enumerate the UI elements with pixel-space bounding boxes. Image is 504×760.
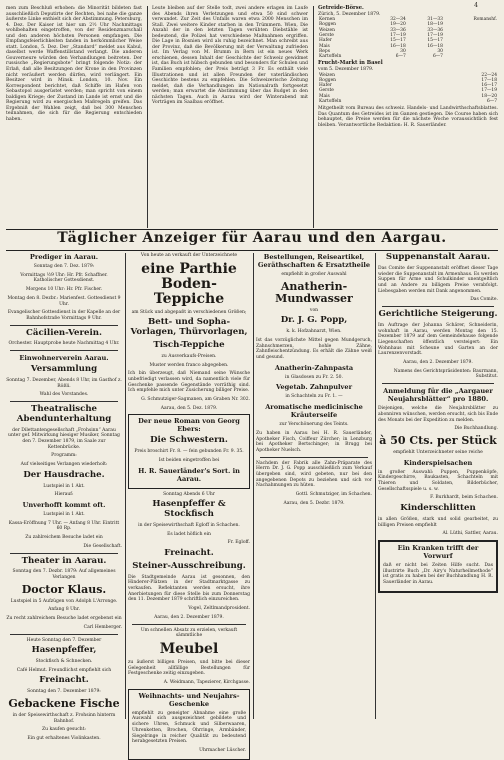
ad-heading: Bestellungen, Reiseartikel, Geräthschaften & Ersatztheile [257,253,371,269]
ad-heading: Dr. J. G. Popp, [280,315,348,326]
ad-heading: Unverhofft kommt oft. [22,501,106,510]
ad-text: Um schnellen Absatz zu erzielen, verkauft sämmtliche [140,627,238,639]
ad-heading: Ein Kranken trifft der Vorwurf [397,544,479,561]
ad-heading: Die Schwestern. [150,435,228,446]
ad-body-text: Nachdem der Fabrik alle Zahn-Präparate des Herrn Dr. J. G. Popp ausschließlich zum Verkauf übergeben sind, wird gebeten, nur bei den angegebenen Depots zu beziehen und sich vor Nachahmungen zu hüten. [256,460,372,489]
price-cell: 30 [400,48,406,54]
ad-signature: F. Burkhardt, beim Schachen. [430,495,498,501]
ad-body-text: Die Stadtgemeinde Aarau ist gesonnen, den Hinderer-Plätzen in der Stadtmarktgasse zu verkaufen. Reflektanten werden ersucht, ihre Anerbietungen für diese Stelle bis zum Donnerstag den 11. Dezember 1879 schriftlich einzureichen. [128,574,250,603]
ad-headline: Doctor Klaus. [21,582,107,596]
ad-column-1 [6,253,122,742]
price-cell: 16—18 [390,43,406,49]
ad-text: Aarau, den 2. Dezember 1879. [403,360,473,366]
price-cell: 18—20 [481,93,497,99]
ad-body-text: daß er nicht bei Zeiten Hilfe sucht. Das illustrirte Buch „Dr. Airy's Naturheilmethode“ ist gratis zu haben bei der Buchhandlung H. R. Sauerländer in Aarau. [383,563,493,586]
framed-advertisement [128,414,250,488]
commodity-name: Mais [319,93,330,99]
ad-body-text: in großer Auswahl: Puppen, Puppenköpfe, Kindergeschirre, Baukasten, Schachteln mit Thieren und Soldaten, Bilderbücher, Gesellschaftsspiele u. s. w. [378,469,498,492]
ad-signature: Die Gesellschaft. [83,543,122,549]
grain-price-table [318,17,498,59]
ad-text: Zu kaufen gesucht: [42,727,86,733]
ad-separator [382,383,494,384]
ad-separator [10,325,118,326]
ad-body-text: zu äußerst billigen Preisen, und bitte bei dieser Gelegenheit allfällige Bestellungen für Festgeschenke zeitig einzugeben. [128,659,250,677]
commodity-name: Kernen [319,17,336,23]
ad-text: Evangelischer Gottesdienst in der Kapelle an der Bahnhofstraße Vormittags 9 Uhr. [7,310,121,321]
ad-signature: Fr. Egloff. [227,540,250,546]
market-title: Getreide-Börse. [318,5,364,11]
ad-text: Morgens 10 Uhr: Hr. Pfr. Fischer. [25,287,103,293]
framed-advertisement [378,540,498,593]
ad-separator [10,401,118,402]
ad-text: empfiehlt in großer Auswahl [281,272,347,277]
ad-text: in der Speisewirthschaft z. Frohsinn hinterm Bahnhof. [12,712,116,724]
ad-signature: Al. Lüthi, Sattler, Aarau. [442,531,498,537]
ad-text: zu Ausverkaufs-Preisen. [161,353,217,359]
ad-text: Orchester. Hauptprobe heute Nachmittag 4 Uhr. [8,341,120,347]
ad-body-text: in allen Größen, stark und solid gearbeitet, zu billigen Preisen empfiehlt [378,516,498,528]
ad-heading: Kinderschlitten [400,503,476,514]
fruit-price-table [318,73,498,105]
ad-text: Von heute an verkauft der Unterzeichnete [140,253,238,258]
ad-heading: Versammlung [30,364,98,375]
ad-heading: Freinacht. [39,675,89,686]
news-column-1: men zum Beschluß erhoben: die Minorität bildeten fast ausschließlich Deputirte der Rechten, bei nahe die ganze äußerste Linke enthielt sich der Abstimmung. Petersburg, 4. Dez. Der Kaiser ist hier um 2½ Uhr Nachmittags wohlbehalten eingetroffen, von der Residenzmarschall und den anderen höchsten Personen empfangen. Die Empfangsfeierlichkeiten fanden in herkömmlicher Weise statt. London, 5. Dez. Der „Standard“ meldet aus Kabul, daselbst werde Waffenstillstand verlangt. Die anderen Gouverneure würden den Verhandlungen beitreten. Der russische „Regierungsbote“ bringt folgende Notiz: der Erlaß, daß alle Besitzungen der Krone in den Provinzen nicht veräußert werden dürfen, wird verlängert. Ein Besitzer wird in Minsk. London, 10. Nov. Ein Korrespondent berichtet, daß Schiffe im Hafen von Sebastopol ausgerüstet werden; man spricht von einem baldigen Kriege; der Zustand im Lande ist ernst und die Regierung wird zu energischen Maßregeln greifen. Das Ergebniß der Wahlen zeigt, daß bei 300 Menschen teilnahmen, die sich für die Regierung entschieden haben. [6,6,142,122]
price-row [318,99,498,104]
ad-separator [382,306,494,307]
ad-heading: Kinderspielsachen [403,458,473,467]
news-column-2: Leute bleiben auf der Stelle todt, zwei andere erlagen im Laufe des Abends ihren Verletzungen und etwa 50 sind schwer verwundet. Zur Zeit des Unfalls waren etwa 2000 Menschen im Stall. Zwei weitere Kinder starben in den Trümmern. Wien, Die Anzahl der in den letzten Tagen verübten Diebstähle ist bedeutend, die Polizei hat verschiedene Maßnahmen ergriffen. Die Lage in Bosnien wird als ruhig bezeichnet. Man schreibt aus der Provinz, daß die Bevölkerung mit der Verwaltung zufrieden ist. Im Verlag von M. Brumm in Bern ist ein neues Werk erschienen, dessen Inhalt der Geschichte der Schweiz gewidmet ist, das Buch ist hübsch gebunden und besonders für Schulen und Familien empfohlen; der Preis beträgt 3 Fr. Es enthält viele Illustrationen und ist allen Freunden der vaterländischen Geschichte bestens zu empfehlen. Die Schweizerische Zeitung meldet, daß die Verhandlungen im Nationalrath fortgesetzt werden; man erwartet die Abstimmung über das Budget in den nächsten Tagen. Auch in Aarau wird der Winterabend mit Vorträgen im Saalbau eröffnet. [152,6,308,106]
price-cell: 17—19 [481,88,497,94]
ad-text: am Stück und abgepaßt in verschiedenen Größen; [131,309,247,315]
fruit-market-date: vom 5. Dezember 1879. [318,67,374,73]
commodity-name: Reps [319,48,330,54]
ad-text: empfiehlt Unterzeichneter seine reiche [393,449,483,455]
ad-text: Café Helmut. Freundlichst empfiehlt sich [16,667,112,673]
price-cell: 33—36 [427,27,443,33]
commodity-name: Hafer [319,83,332,89]
price-cell: Romanshf. [473,17,497,23]
ad-text: Montag den 8. Dezbr.: Marienfest. Gottesdienst 9 Uhr. [7,295,121,307]
ad-heading: Tisch-Teppiche [153,340,225,350]
column-divider [147,6,148,228]
price-cell: 19—20 [390,22,406,28]
ad-heading: Theater in Aarau. [21,555,107,566]
ad-heading: Der neue Roman von Georg Ebers: [138,417,240,434]
ad-separator [10,350,118,351]
ad-signature: Gottl. Schmutziger, im Schachen. [295,492,372,498]
ad-heading: Weihnachts- und Neujahrs-Geschenke [138,691,240,708]
ad-body-text: empfiehlt zu geneigter Abnahme eine große Auswahl sich ausgezeichnet gebildete und sichere Uhren, Schmuck und Silberwaaren, Uhrenketten, Brochen, Ohrringe, Armbänder, Siegelringe in reicher Qualität zu bedeutend herabgesetzten Preisen. [132,710,246,745]
column-divider [313,6,314,228]
fruit-market-title: Frucht-Markt in Basel [318,60,383,67]
ad-headline-large: eine Parthie Boden-Teppiche [141,260,237,307]
ad-signature: Das Comite. [470,297,498,303]
ad-text: Anfang 8 Uhr. [48,607,80,613]
commodity-name: Roggen [319,77,336,83]
page-number: 4 [474,2,478,9]
ad-signature: Vogel, Zeltlmandprosident. [188,606,250,612]
market-column [318,6,498,228]
ad-signature: Die Buchhandlung. [454,426,498,432]
price-cell: 6—7 [487,99,497,105]
price-cell: 15—17 [427,38,443,44]
ad-heading: Anmeldung für die „Aargauer Neujahrsblätter“ pro 1880. [383,387,493,404]
ad-heading: Theatralische Abendunterhaltung [16,404,112,424]
ad-text: Heute Sonntag den 7. Dezember [26,637,102,643]
ad-text: Lustspiel in 1 Akt. [43,512,85,518]
ad-heading: H. R. Sauerländer's Sort. in Aarau. [138,466,240,483]
ad-body-text: Im Auftrage der Johanna Schärer, Schneiderin, wohnhaft in Aarau, werden Montag den 15. Dezember 1879 auf dem Gemeindehause folgende Liegenschaften öffentlich versteigert: Ein Wohnhaus mit Scheune und Garten an der Laurenzenvorstadt. [378,322,498,357]
commodity-name: Roggen [319,22,336,28]
framed-advertisement [128,689,250,760]
ad-text: Lustspiel in 5 Aufzügen von Adolph L'Arronge. [10,598,118,604]
commodity-name: Kartoffeln [319,54,342,60]
ad-separator [132,624,246,625]
market-note: Mitgetheilt vom Bureau des schweiz. Handels- und Landwirthschaftsblattes. Das Quantum des Getreides ist im Ganzen gestiegen. Die Course haben sich behauptet, die Preise werden für die nächste Woche voraussichtlich fest bleiben. Verantwortliche Redaktion: H. R. Sauerländer. [318,106,498,128]
price-cell: 6—7 [432,54,443,60]
commodity-name: Mais [319,43,330,49]
price-row [318,54,498,59]
ad-text: Es ladet höflich ein [167,531,211,537]
masthead-rule-bottom [6,250,498,251]
ad-text: der Dilettantengesellschaft „Frohsinn“ Aarau unter gef. Mitwirkung hiesiger Musiker, Sonntag den 7. Dezember 1879, im Saale zur Kettenbrücke. [8,427,120,450]
ad-text: in der Speisewirthschaft Egloff in Schachen. [138,522,240,528]
ad-text: Preis broschirt Fr. 8. — fein gebunden Fr. 9. 35. [134,449,244,455]
price-cell: 15—17 [390,38,406,44]
ad-body-text: Zu haben in Aarau bei H. R. Sauerländer, Apotheker Fisch, Coiffeur Zürcher; in Lenzburg bei Apotheker Bertschinger; in Brugg bei Apotheker Nuelsch. [256,430,372,453]
ad-text: Aarau, den 5. Dezbr. 1879. [283,500,345,506]
ad-text: Sonntag den 7. Dezbr. 1879: Auf allgemeines Verlangen [12,569,116,581]
price-cell: 31—33 [427,17,443,23]
commodity-name: Weizen [319,72,335,78]
commodity-name: Kartoffeln [319,99,342,105]
ad-text: Ein gut erhaltenes Violinkasten. [27,736,101,742]
ad-heading: Gerichtliche Steigerung. [378,309,498,320]
price-cell: 30 [437,48,443,54]
ad-text: Programm: [51,453,77,459]
commodity-name: Weizen [319,27,335,33]
ad-text: Hierauf: [54,492,74,498]
ad-heading: Bett- und Sopha-Vorlagen, Thürvorlagen, [130,317,248,338]
ad-headline-large: Meubel [159,640,219,657]
column-divider [125,253,126,719]
ad-text: Auf vielseitiges Verlangen wiederholt: [20,462,108,468]
price-cell: 6—7 [395,54,406,60]
ad-headline: Gebackene Fische [8,696,120,710]
price-cell: 17—19 [427,32,443,38]
commodity-name: Gerste [319,88,334,94]
ad-column-3 [256,253,372,719]
price-cell: 17—18 [481,77,497,83]
ad-text: in Schachteln zu Fr. 1. — [285,394,343,400]
price-cell [444,54,498,59]
ad-text: von [309,307,319,313]
ad-text: Sonntag Abends 6 Uhr [163,491,215,497]
top-news-section [6,2,498,230]
ad-signature: G. Schmutziger-Sagmanen, am Graben Nr. 302. [141,397,250,403]
ad-signature: Uhrmacher Lüscher. [199,747,246,753]
ad-headline: à 50 Cts. per Stück [379,433,497,447]
price-cell: 33—36 [390,27,406,33]
ad-text: Kassa-Eröffnung 7 Uhr. — Anfang 8 Uhr. Eintritt 60 Rp. [8,520,120,532]
ad-heading: Vegetab. Zahnpulver [275,383,353,392]
price-cell: 18—19 [427,22,443,28]
ad-column-4 [378,253,498,719]
ad-text: Sonntag 7. Dezember, Abends 8 Uhr, im Gasthof z. Rößli. [6,377,122,389]
ad-body-text: Ist das vorzüglichste Mittel gegen Mundgeruch, Zahnschmerzen, hohle Zähne, Zahnfleischentzündung. Es erhält die Zähne weiß und gesund. [256,337,372,361]
ad-signature: A. Weidmann, Tapezierer, Kirchgasse. [163,680,250,686]
ad-heading: Einwohnerverein Aarau. [19,354,109,363]
price-cell: 17—19 [390,32,406,38]
ad-text: Sonntag den 7. Dezember 1879: [27,689,101,695]
ad-text: Sonntag den 7. Dez. 1879: [33,264,95,269]
ad-body-text: Diejenigen, welche die Neujahrsblätter zu abonniren wünschen, werden ersucht, sich bis Ende des Monats bei der Expedition zu melden. [378,406,498,423]
ad-text: Stockfisch & Schnecken. [35,659,93,665]
price-cell: 16—17 [481,83,497,89]
commodity-name: Hafer [319,38,332,44]
masthead: Täglicher Anzeiger für Aarau und den Aargau. [57,230,447,246]
column-divider [253,253,254,719]
ad-text: Ist beiden eingetroffen bei [158,457,220,463]
ad-heading: Aromatische medicinische Kräuterseife [265,403,363,420]
ad-body-text: Ich bin überzeugt, daß Niemand seine Wünsche unbefriedigt verlassen wird, da namentlich viele für Geschenke passende Gegenstände vorräthig sind. Ich empfehle mich unter Zusicherung billiger Preise. [128,371,250,394]
ad-heading: Suppenanstalt Aarau. [385,252,491,262]
ad-heading: Hasenpfeffer, [31,645,97,656]
price-cell: 22—24 [481,72,497,78]
ad-text: Muster werden franco abgegeben. [149,362,229,368]
ad-headline: Anatherin-Mundwasser [275,279,353,305]
commodity-name: Gerste [319,32,334,38]
ad-text: Lustspiel in 1 Akt. [43,483,85,489]
ad-heading: Cäcilien-Verein. [26,327,102,338]
ad-text: in Glasdosen zu Fr. 2. 50. [285,374,343,380]
market-subtitle: Zürich, 5. Dezember 1879. [318,11,381,17]
ad-heading: Anatherin-Zahnpasta [274,363,354,372]
ad-text: Wahl des Vorstandes. [39,392,89,398]
ad-text: Aarau, den 5. Dez. 1879. [160,405,218,411]
ad-text: Zu recht zahlreichem Besuche ladet ergebenst ein [6,616,122,622]
column-divider [375,253,376,719]
ad-heading: Freinacht. [164,548,214,559]
ad-text: Aarau, den 2. Dezember 1879. [154,614,224,620]
ad-separator [260,457,368,458]
ad-body-text: Das Comite der Suppenanstalt eröffnet dieser Tage wieder die Suppenanstalt im Armenhaus. Es werden Suppen für Arme und Schulkinder unentgeltlich und an Andere zu billigem Preise verabfolgt. Liebesgaben werden mit Dank angenommen. [378,265,499,294]
ad-heading: Der Hausdrache. [23,469,105,480]
ad-signature: Carl Hemberger. [83,624,122,630]
ad-separator [10,634,118,635]
ad-separator [10,553,118,554]
ad-column-2 [128,253,250,753]
ad-heading: Prediger in Aarau. [29,253,99,261]
ad-text: k. k. Hofzahnarzt, Wien. [286,329,342,335]
price-cell: 32—34 [390,17,406,23]
ad-text: Zu zahlreichem Besuche ladet ein [25,535,103,541]
ad-heading: Hasenpfeffer & Stockfisch [152,499,226,520]
ad-text: zur Verschönerung des Teints. [279,422,349,428]
price-cell: 16—18 [427,43,443,49]
ad-heading: Steiner-Ausschreibung. [132,560,246,571]
ad-signature: Namens des Gerichtspräsidenten: Baurmann, Substitut. [393,368,498,380]
ad-text: Vormittags ½9 Uhr: Hr. Pfr. Schaffner. Katholischer Gottesdienst. [20,272,108,284]
